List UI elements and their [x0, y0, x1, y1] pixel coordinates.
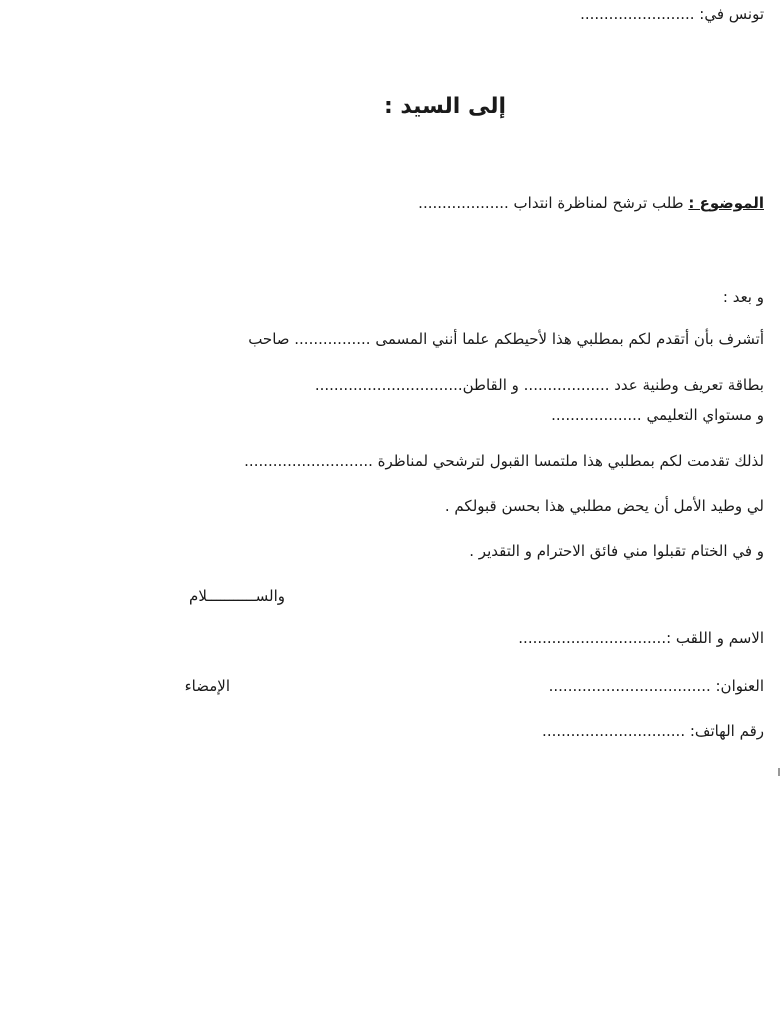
greeting: و بعد : [722, 288, 764, 306]
body-line-4: لذلك تقدمت لكم بمطلبي هذا ملتمسا القبول لترشحي لمناظرة ........................... [244, 452, 764, 470]
body-line-5: لي وطيد الأمل أن يحض مطلبي هذا بحسن قبولكم . [444, 497, 764, 515]
subject-label: الموضوع : [688, 194, 764, 212]
closing-salutation: والســـــــــــلام [189, 587, 285, 605]
body-line-6: و في الختام تقبلوا مني فائق الاحترام و التقدير . [469, 542, 764, 560]
body-line-2: بطاقة تعريف وطنية عدد .................. و القاطن............................... [314, 376, 764, 394]
addressee-heading: إلى السيد : [383, 94, 507, 119]
place-date-line: تونس في: ........................ [580, 5, 764, 23]
address-field: العنوان: .................................. [548, 677, 764, 695]
body-line-3: و مستواي التعليمي ................... [551, 406, 764, 424]
subject-line [418, 193, 764, 213]
phone-field: رقم الهاتف: .............................. [542, 722, 764, 740]
name-field: الاسم و اللقب :............................... [518, 629, 764, 647]
subject-text: طلب ترشح لمناظرة انتداب ................... [418, 194, 689, 212]
signature-label: الإمضاء [184, 677, 230, 695]
body-line-1: أتشرف بأن أتقدم لكم بمطلبي هذا لأحيطكم علما أنني المسمى ................ صاحب [248, 330, 764, 348]
